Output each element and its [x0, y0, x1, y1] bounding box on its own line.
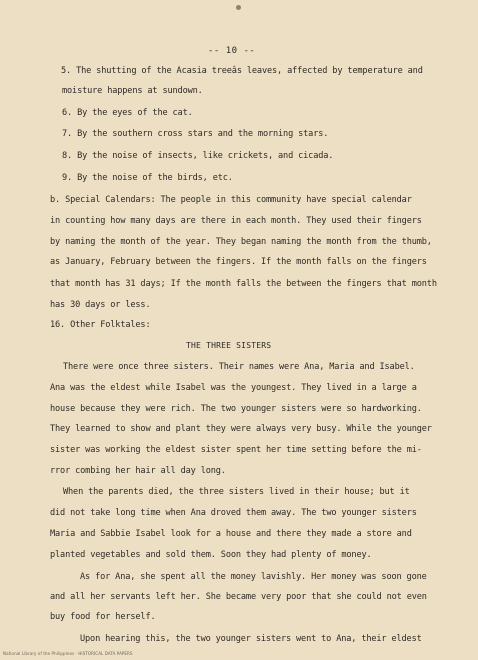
binder-hole [236, 5, 241, 10]
text-line: There were once three sisters. Their names were Ana, Maria and Isabel. [63, 362, 415, 372]
text-line: that month has 31 days; If the month falls the between the fingers that month [50, 279, 437, 289]
text-line: as January, February between the fingers. If the month falls on the fingers [50, 257, 427, 267]
text-line: 9. By the noise of the birds, etc. [62, 173, 233, 183]
text-line: buy food for herself. [50, 612, 156, 622]
text-line: As for Ana, she spent all the money lavishly. Her money was soon gone [80, 572, 427, 582]
text-line: and all her servants left her. She became very poor that she could not even [50, 592, 427, 602]
text-line: Maria and Sabbie Isabel look for a house and there they made a store and [50, 529, 412, 539]
page-number: -- 10 -- [208, 46, 256, 56]
text-line: moisture happens at sundown. [62, 86, 203, 96]
text-line: planted vegetables and sold them. Soon they had plenty of money. [50, 550, 372, 560]
archive-footer: National Library of the Philippines · HISTORICAL DATA PAPERS [3, 651, 133, 656]
text-line: When the parents died, the three sisters lived in their house; but it [63, 487, 410, 497]
text-line: sister was working the eldest sister spent her time setting before the mi- [50, 445, 422, 455]
text-line: did not take long time when Ana droved them away. The two younger sisters [50, 508, 417, 518]
text-line: 5. The shutting of the Acasia treeâs leaves, affected by temperature and [61, 66, 423, 76]
text-line: rror combing her hair all day long. [50, 466, 226, 476]
text-line: Upon hearing this, the two younger sisters went to Ana, their eldest [80, 634, 422, 644]
text-line: house because they were rich. The two younger sisters were so hardworking. [50, 404, 422, 414]
text-line: They learned to show and plant they were always very busy. While the younger [50, 424, 432, 434]
story-title: THE THREE SISTERS [186, 341, 272, 350]
text-line: 6. By the eyes of the cat. [62, 108, 193, 118]
text-line: has 30 days or less. [50, 300, 151, 310]
text-line: b. Special Calendars: The people in this community have special calendar [50, 195, 412, 205]
text-line: 7. By the southern cross stars and the morning stars. [62, 129, 329, 139]
text-line: 8. By the noise of insects, like crickets, and cicada. [62, 151, 334, 161]
text-line: Ana was the eldest while Isabel was the youngest. They lived in a large a [50, 383, 417, 393]
text-line: by naming the month of the year. They began naming the month from the thumb, [50, 237, 432, 247]
text-line: in counting how many days are there in each month. They used their fingers [50, 216, 422, 226]
section-heading: 16. Other Folktales: [50, 320, 151, 330]
